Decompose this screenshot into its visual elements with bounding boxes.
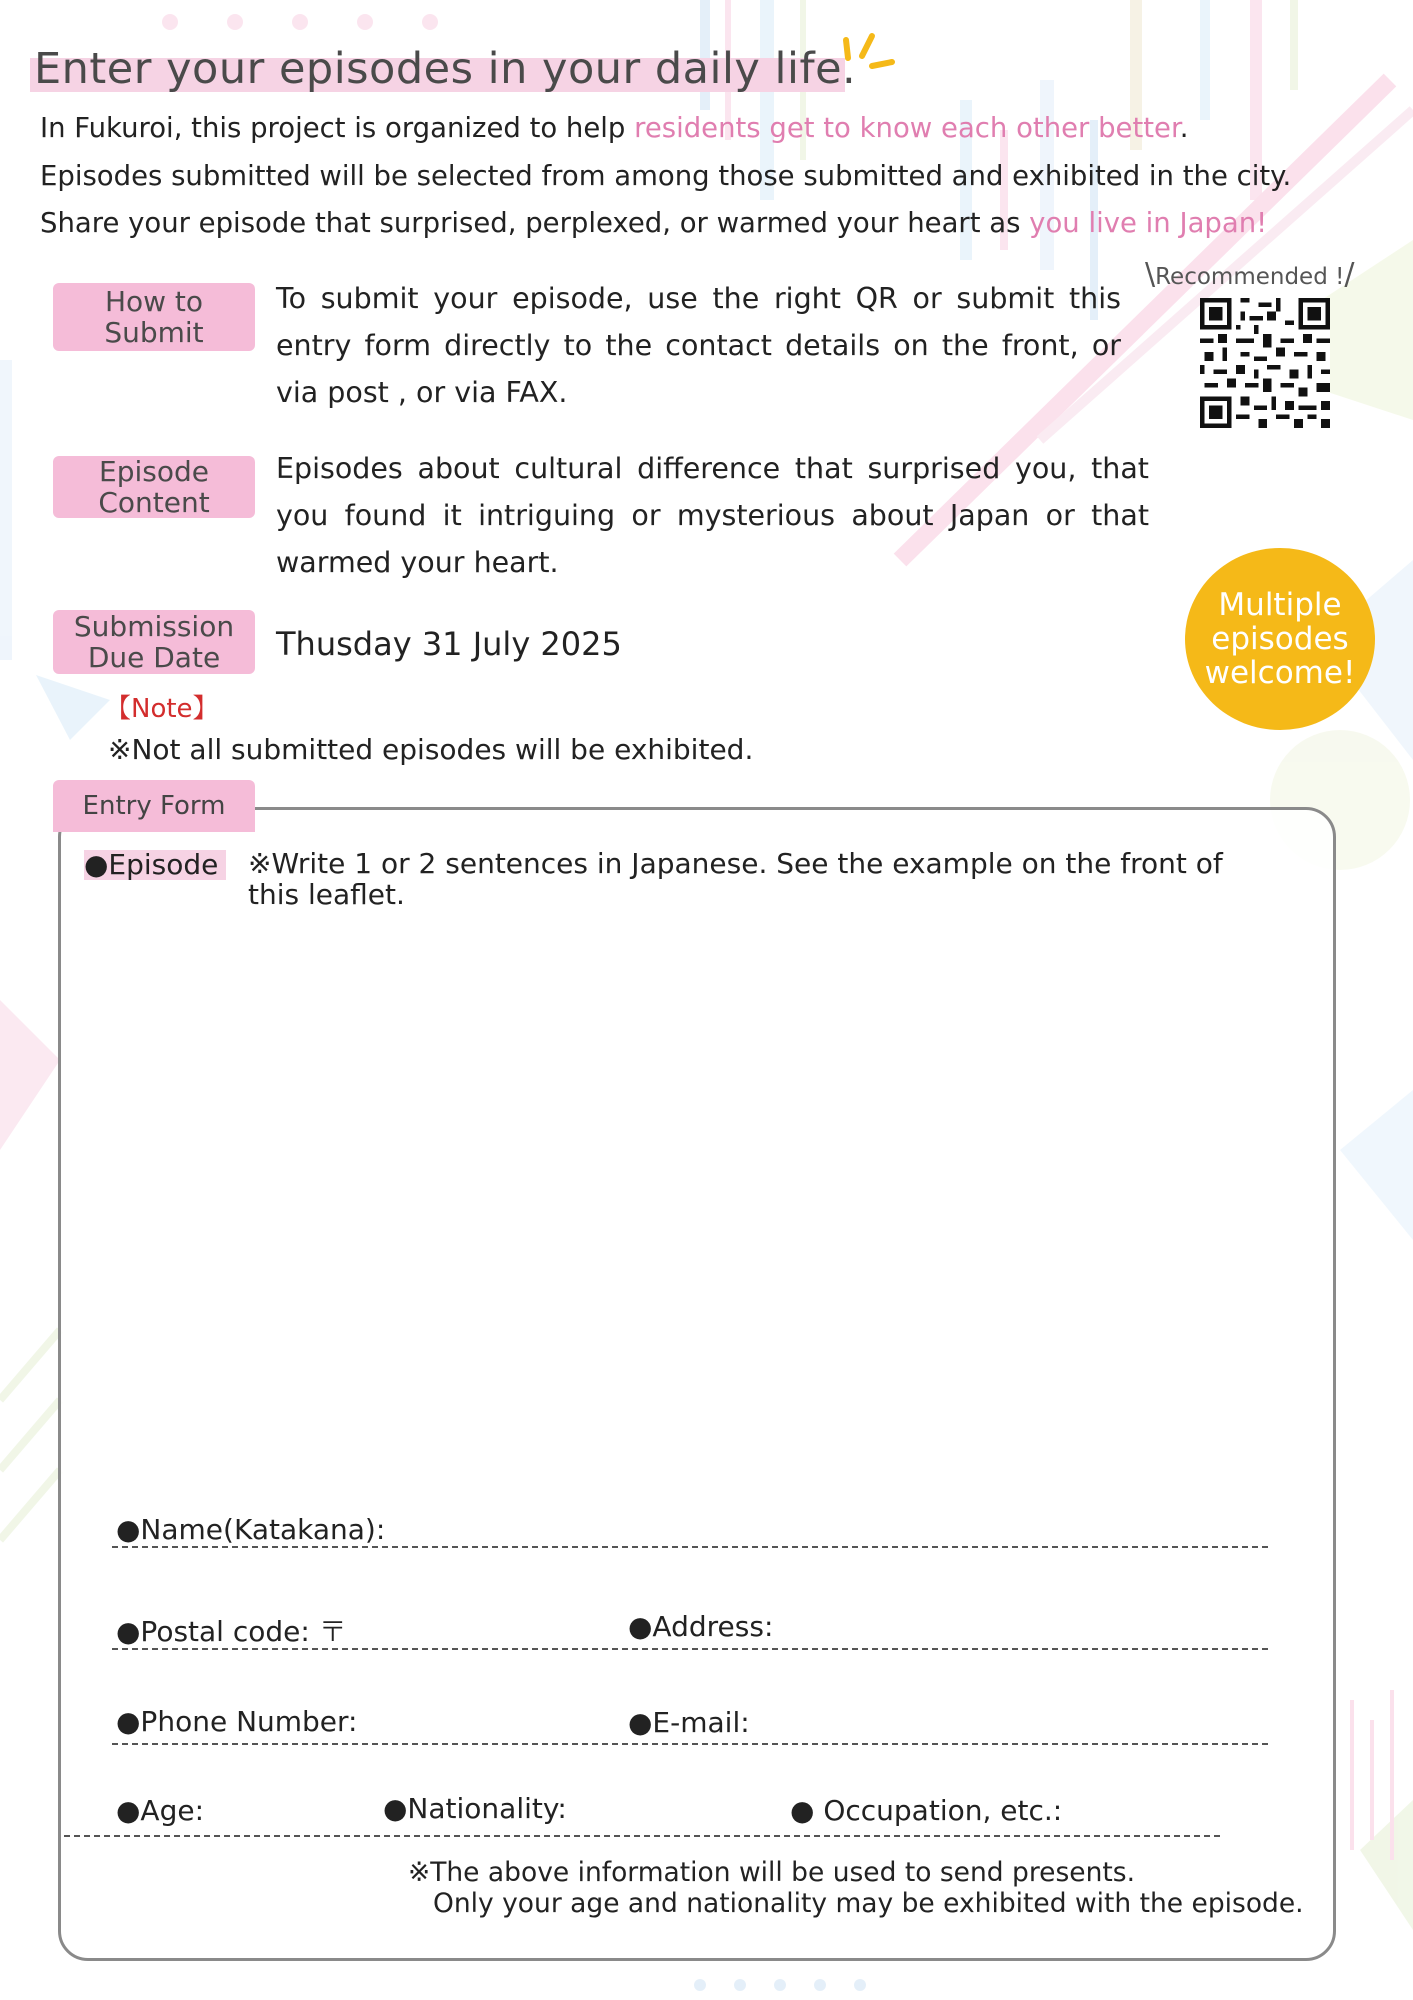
nationality-label: ●Nationality: <box>383 1792 567 1825</box>
age-nationality-underline <box>64 1835 1220 1837</box>
due-date-label-line2: Due Date <box>87 641 221 674</box>
badge-line3: welcome! <box>1204 655 1356 691</box>
page-title: Enter your episodes in your daily life. <box>34 44 857 94</box>
nationality-field[interactable] <box>590 1788 785 1828</box>
recommended-slash-right: / <box>1344 257 1355 292</box>
episode-content-label-line2: Content <box>98 486 210 519</box>
due-date-label-line1: Submission <box>73 610 235 643</box>
qr-code-icon[interactable] <box>1200 298 1330 428</box>
occupation-field[interactable] <box>1085 1788 1260 1828</box>
episode-hint-line2: this leaflet. <box>248 878 405 911</box>
postal-code-label: ●Postal code: 〒 <box>116 1615 347 1648</box>
name-field[interactable] <box>400 1506 1265 1546</box>
intro-line-1-highlight: residents get to know each other better <box>634 112 1180 144</box>
multiple-episodes-badge <box>1185 548 1375 730</box>
note-title: 【Note】 <box>105 694 219 724</box>
intro-line-3-highlight: you live in Japan! <box>1029 207 1268 239</box>
postal-code-field[interactable] <box>380 1604 620 1644</box>
form-footer-line1: ※The above information will be used to send presents. <box>408 1857 1135 1888</box>
badge-line1: Multiple <box>1218 587 1342 623</box>
due-date-label <box>53 610 255 674</box>
email-label: ●E-mail: <box>628 1706 750 1739</box>
how-to-submit-label <box>53 283 255 351</box>
episode-content-text: Episodes about cultural difference that surprised you, that you found it intriguing or mysterious about Japan or that warmed your heart. <box>276 452 1149 579</box>
episode-hint <box>248 848 1308 910</box>
address-field[interactable] <box>790 1604 1265 1644</box>
postal-address-underline <box>112 1648 1268 1650</box>
email-field[interactable] <box>770 1698 1265 1738</box>
recommended-caption <box>1145 257 1354 292</box>
badge-line2: episodes <box>1211 621 1349 657</box>
note-text: ※Not all submitted episodes will be exhibited. <box>108 733 754 766</box>
age-label: ●Age: <box>116 1794 205 1827</box>
episode-label: ●Episode <box>84 848 219 881</box>
intro-line-2: Episodes submitted will be selected from among those submitted and exhibited in the city. <box>40 160 1292 192</box>
phone-label: ●Phone Number: <box>116 1705 358 1738</box>
episode-writing-area[interactable] <box>84 930 1304 1490</box>
intro-line-1 <box>40 112 1188 144</box>
intro-line-3-a: Share your episode that surprised, perplexed, or warmed your heart as <box>40 207 1030 239</box>
form-footer-line2: Only your age and nationality may be exhibited with the episode. <box>433 1888 1304 1919</box>
how-to-submit-text: To submit your episode, use the right QR or submit this entry form directly to the contact details on the front, or via post , or via FAX. <box>276 282 1121 409</box>
episode-content-label-line1: Episode <box>99 455 209 488</box>
intro-line-1-a: In Fukuroi, this project is organized to help <box>40 112 635 144</box>
age-field[interactable] <box>215 1788 375 1828</box>
address-label: ●Address: <box>628 1610 774 1643</box>
form-footer-note <box>408 1857 1304 1919</box>
episode-content-label <box>53 456 255 518</box>
how-to-submit-label-line1: How to <box>104 285 204 318</box>
phone-field[interactable] <box>380 1698 620 1738</box>
occupation-label: ● Occupation, etc.: <box>790 1794 1063 1827</box>
entry-form-tab: Entry Form <box>53 780 255 832</box>
recommended-text: Recommended ! <box>1155 264 1345 290</box>
how-to-submit-label-line2: Submit <box>104 316 204 349</box>
phone-email-underline <box>112 1743 1268 1745</box>
name-underline <box>112 1546 1268 1548</box>
intro-line-3 <box>40 207 1267 239</box>
due-date-value: Thusday 31 July 2025 <box>276 625 622 663</box>
name-label: ●Name(Katakana): <box>116 1513 386 1546</box>
recommended-slash-left: \ <box>1145 257 1156 292</box>
intro-line-1-c: . <box>1179 112 1189 144</box>
episode-hint-line1: ※Write 1 or 2 sentences in Japanese. See the example on the front of <box>248 847 1223 880</box>
